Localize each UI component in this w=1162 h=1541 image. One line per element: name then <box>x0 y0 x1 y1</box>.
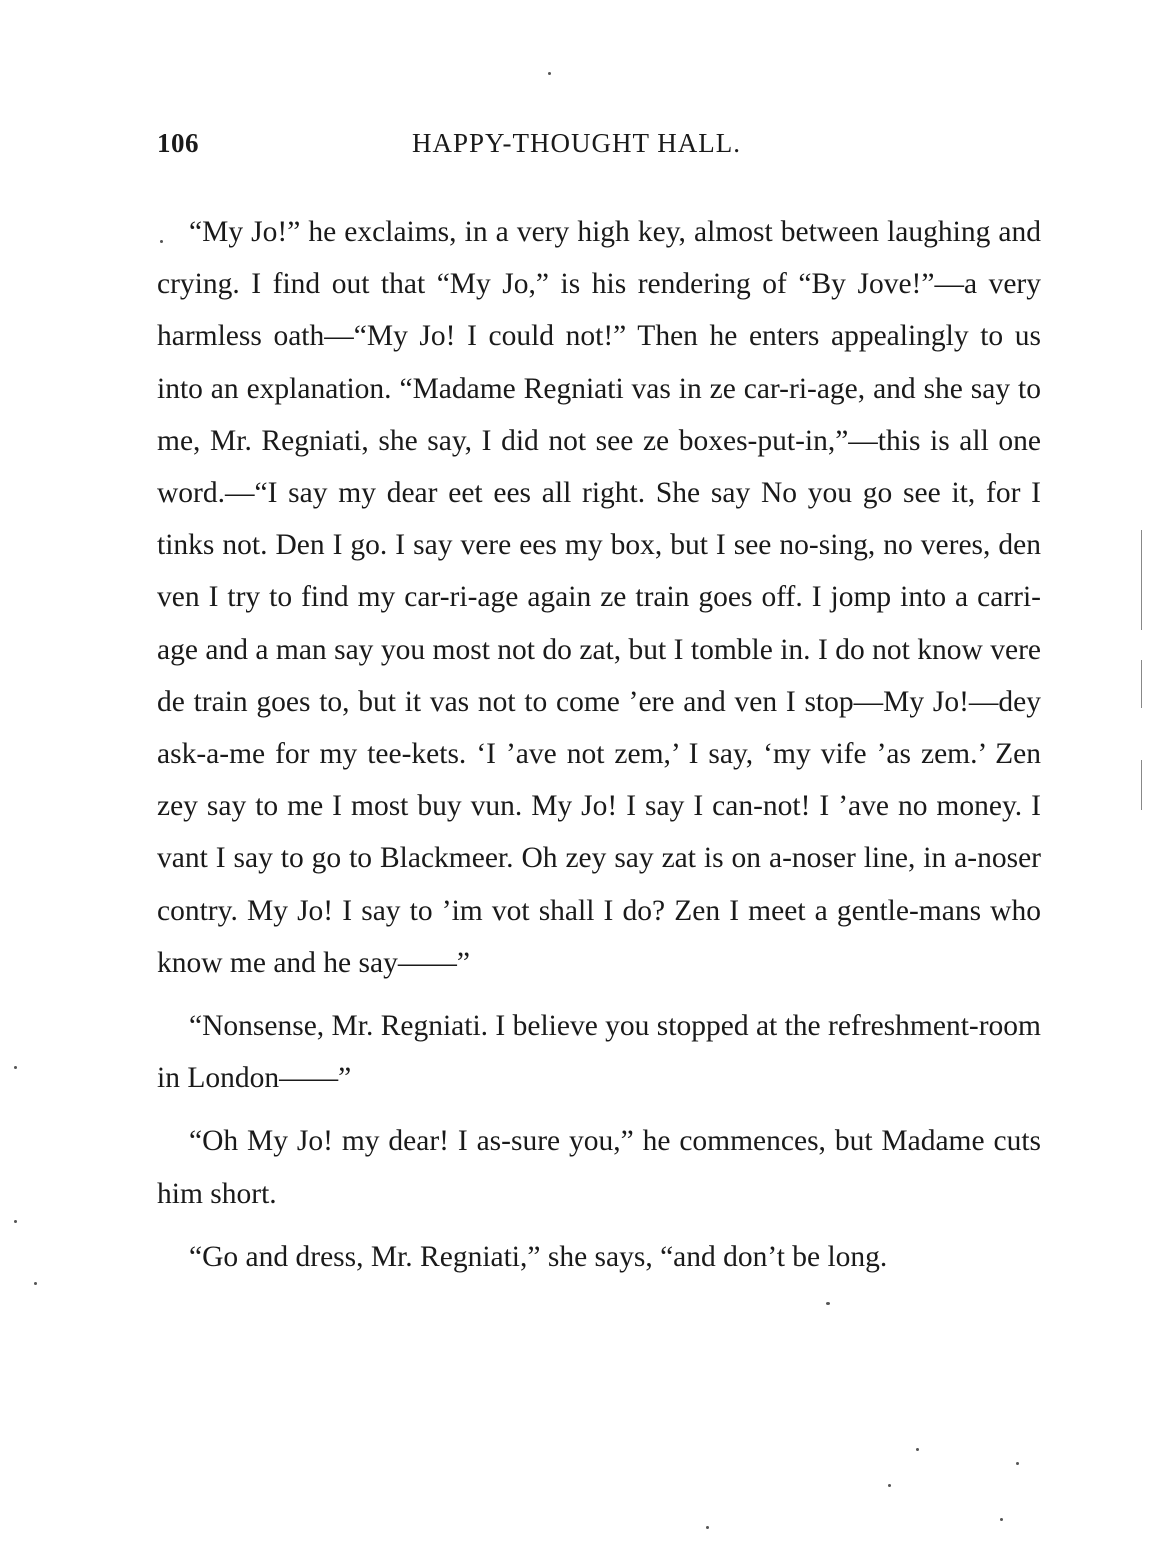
scan-speck <box>916 1448 919 1451</box>
scan-speck <box>888 1484 891 1487</box>
paragraph-go-and-dress: “Go and dress, Mr. Regniati,” she says, “and don’t be long. <box>189 1240 888 1273</box>
scan-edge-mark <box>1141 530 1142 630</box>
running-title: HAPPY-THOUGHT HALL. <box>412 128 741 158</box>
page-number: 106 <box>157 128 199 158</box>
paragraph-oh-my-jo: “Oh My Jo! my dear! I as-sure you,” he commences, but Madame cuts him short. <box>157 1125 1041 1210</box>
scan-speck <box>160 240 163 243</box>
scan-speck <box>826 1302 830 1305</box>
scan-speck <box>34 1282 37 1285</box>
scan-speck <box>548 72 551 75</box>
scan-edge-mark <box>1141 760 1142 810</box>
scan-edge-mark <box>1141 660 1142 708</box>
paragraph-regniati-explanation: “My Jo!” he exclaims, in a very high key, almost between laughing and crying. I find out that “My Jo,” is his rendering of “By Jove!”—a very harmless oath—“My Jo! I could not!” Then he enters appealingly to us into an explanation. “Madame Regniati vas in ze car-ri-age, and she say to me, Mr. Regniati, she say, I did not see ze boxes-put-in,”—this is all one word.—“I say my dear eet ees all right. She say No you go see it, for I tinks not. Den I go. I say vere ees my box, but I see no-sing, no veres, den ven I try to find my car-ri-age again ze train goes off. I jomp into a carri-age and a man say you most not do zat, but I tomble in. I do not know vere de train goes to, but it vas not to come ’ere and ven I stop—My Jo!—dey ask-a-me for my tee-kets. ‘I ’ave not zem,’ I say, ‘my vife ’as zem.’ Zen zey say to me I most buy vun. My Jo! I say I can-not! I ’ave no money. I vant I say to go to Blackmeer. Oh zey say zat is on a-noser line, in a-noser contry. My Jo! I say to ’im vot shall I do? Zen I meet a gentle-mans who know me and he say——” <box>157 216 1041 979</box>
scan-speck <box>14 1066 17 1069</box>
scan-speck <box>1016 1462 1019 1465</box>
body-text <box>157 206 1041 1283</box>
scan-speck <box>1000 1518 1003 1521</box>
scan-speck <box>14 1220 17 1223</box>
paragraph-nonsense: “Nonsense, Mr. Regniati. I believe you stopped at the refreshment-room in London——” <box>157 1010 1041 1095</box>
scan-speck <box>706 1526 709 1529</box>
page-header <box>157 128 1041 168</box>
